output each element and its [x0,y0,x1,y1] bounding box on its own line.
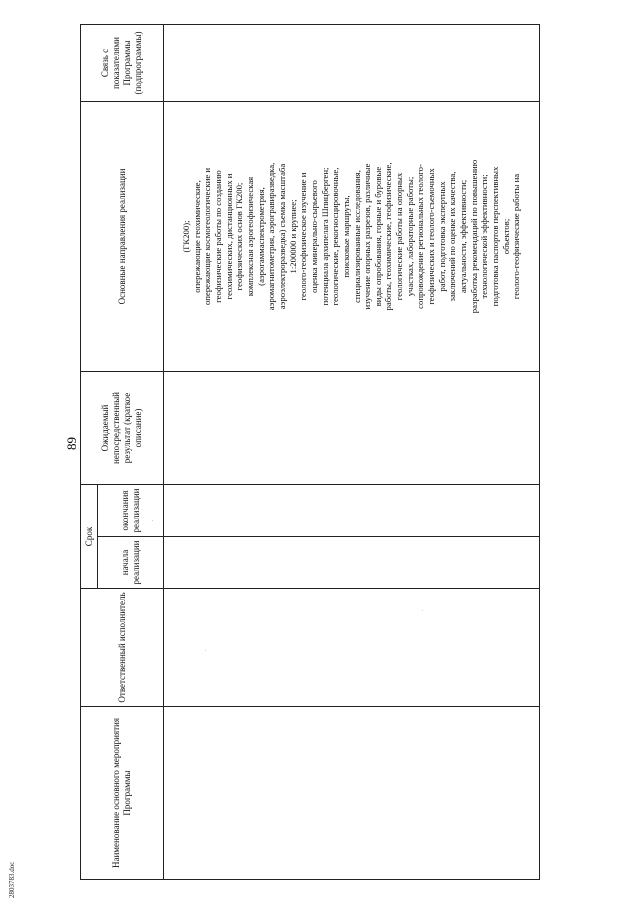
header-measure-name: Наименование основного мероприятия Программы [81,707,164,880]
list-item: 1:200000 и крупнее; [287,199,298,274]
directions-list [181,104,522,369]
list-item: опережающие геохимические, [191,180,202,293]
cell-term-start [164,537,540,589]
list-item: геофизических и геолого-съемочных [426,168,437,305]
list-item: (ГК200); [181,220,191,253]
list-item: сопровождение региональных геолого- [415,164,426,309]
cell-measure-name [164,707,540,880]
document-code: 2803783.doc [8,861,16,898]
list-item: (аэрогаммаспектрометрия, [255,187,266,286]
scan-speck [152,520,153,521]
list-item: геохимических, дистанционных и [223,173,234,300]
list-item: объектов; [500,218,511,255]
list-item: виды опробования, горные и буровые [372,166,383,307]
list-item: актуальности, эффективности; [458,179,469,294]
header-expected-result: Ожидаемый непосредственный результат (краткое описание) [81,371,164,484]
list-item: оценка минерально-сырьевого [308,180,319,293]
list-item: геолого-геофизическое изучение и [298,172,309,301]
list-item: участках, лабораторные работы; [404,176,415,297]
list-item: разработка рекомендаций по повышению [468,159,479,314]
list-item: потенциала архипелага Шпицберген; [319,167,330,306]
cell-main-directions [164,101,540,371]
list-item: геофизических основ ГК200; [234,182,245,291]
list-item: подготовка паспортов перспективных [490,166,501,307]
cell-term-end [164,484,540,536]
page-number: 89 [64,437,79,450]
header-term-end: окончания реализации [98,484,164,536]
list-item: аэроэлектроразведка) съемка масштаба [276,163,287,310]
cell-program-link [164,24,540,101]
list-item: геолого-геофизические работы на [511,173,522,300]
list-item: поисковые маршруты, [340,195,351,278]
cell-expected-result [164,371,540,484]
header-responsible-executor: Ответственный исполнитель [81,589,164,707]
list-item: геологические, рекогносцировочные, [330,167,341,306]
header-term-start: начала реализации [98,537,164,589]
list-item: комплексная аэрогеофизическая [244,176,255,297]
list-item: геологические работы на опорных [394,172,405,301]
list-item: технологической эффективности; [479,174,490,299]
program-table-sheet [80,25,540,880]
list-item: работ, подготовка экспертных [436,181,447,292]
header-term: Срок [81,484,98,588]
list-item: геофизические работы по созданию [212,170,223,303]
list-item: специализированные исследования, [351,170,362,303]
table-row [164,24,540,879]
scan-speck [422,610,423,611]
header-main-directions: Основные направления реализации [81,101,164,371]
list-item: аэромагнитометрия, аэрогравиразведка, [266,162,277,311]
list-item: заключений по оценке их качества, [447,171,458,302]
program-measures-table [80,24,540,880]
scan-speck [205,650,206,651]
list-item: работы, геохимические, геофизические, [383,162,394,311]
header-program-link: Связь с показателями Программы (подпрограммы) [81,24,164,101]
header-row-top [81,24,98,879]
cell-responsible-executor [164,589,540,707]
list-item: изучение опорных разрезов, различные [362,163,373,310]
list-item: опережающие космогеологические и [202,167,213,306]
